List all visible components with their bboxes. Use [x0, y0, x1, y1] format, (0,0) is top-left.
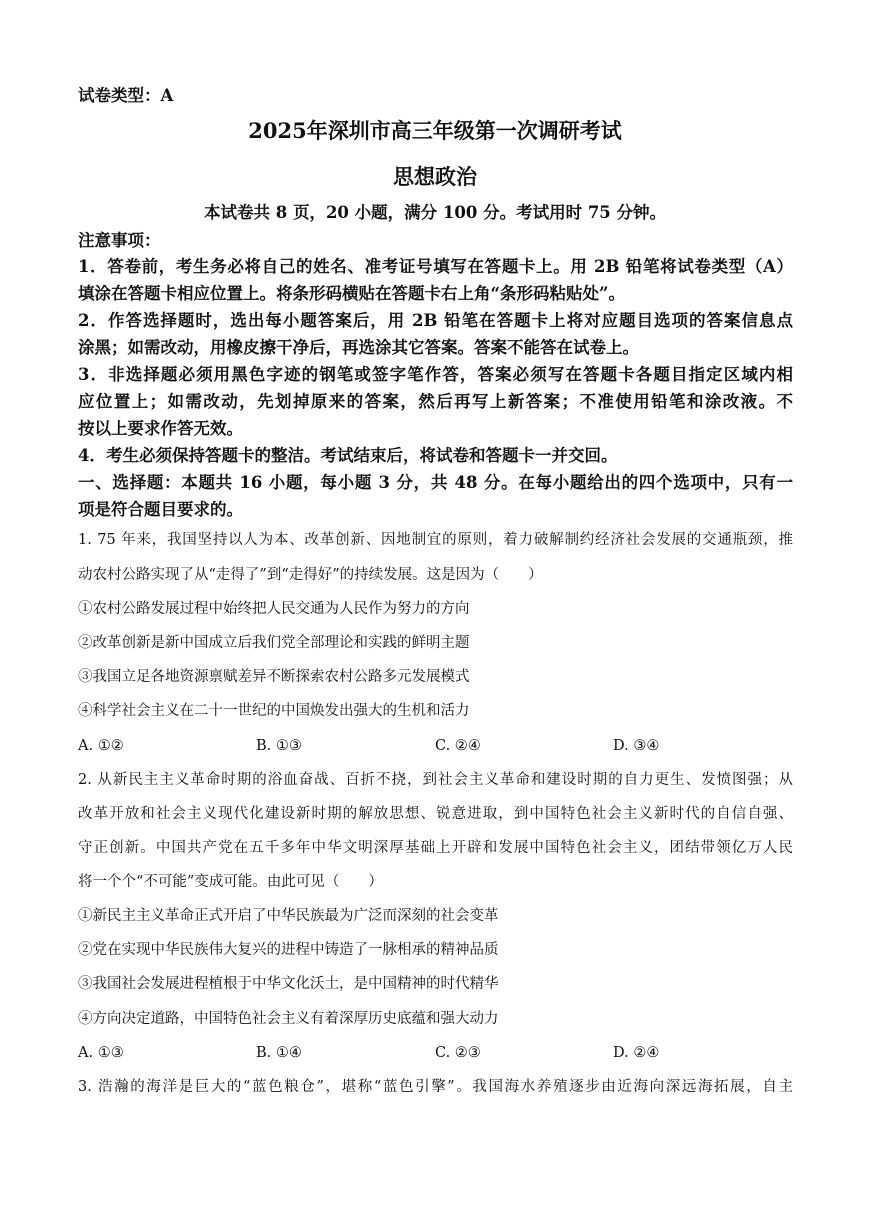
question-1-item: ①农村公路发展过程中始终把人民交通为人民作为努力的方向	[78, 601, 470, 617]
question-2-item: ③我国社会发展进程植根于中华文化沃土，是中国精神的时代精华	[78, 976, 499, 992]
notice-line: 按以上要求作答无效。	[78, 419, 243, 438]
option-b: B. ①④	[256, 1045, 302, 1061]
paper-type: 试卷类型：A	[78, 86, 174, 105]
question-1-item: ③我国立足各地资源禀赋差异不断探索农村公路多元发展模式	[78, 669, 470, 685]
question-2-stem: 2. 从新民主主义革命时期的浴血奋战、百折不挠，到社会主义革命和建设时期的自力更生、发愤图强；从	[78, 772, 793, 788]
question-2-stem: 将一个个“不可能”变成可能。由此可见（ ）	[78, 874, 383, 890]
question-3-stem: 3. 浩瀚的海洋是巨大的“蓝色粮仓”，堪称“蓝色引擎”。我国海水养殖逐步由近海向深远海拓展，自主	[78, 1079, 793, 1095]
option-b: B. ①③	[256, 738, 302, 754]
exam-info: 本试卷共 8 页，20 小题，满分 100 分。考试用时 75 分钟。	[203, 203, 667, 222]
notice-line: 填涂在答题卡相应位置上。将条形码横贴在答题卡右上角“条形码粘贴处”。	[78, 284, 625, 303]
question-1-stem: 动农村公路实现了从“走得了”到“走得好”的持续发展。这是因为（ ）	[78, 567, 543, 583]
question-2-item: ②党在实现中华民族伟大复兴的进程中铸造了一脉相承的精神品质	[78, 942, 499, 958]
option-c: C. ②③	[435, 1045, 481, 1061]
question-2-stem: 改革开放和社会主义现代化建设新时期的解放思想、锐意进取，到中国特色社会主义新时代的自信自强、	[78, 806, 793, 822]
notice-line: 4．考生必须保持答题卡的整洁。考试结束后，将试卷和答题卡一并交回。	[78, 446, 618, 465]
option-d: D. ②④	[613, 1045, 660, 1061]
question-2-item: ④方向决定道路，中国特色社会主义有着深厚历史底蕴和强大动力	[78, 1011, 499, 1027]
option-c: C. ②④	[435, 738, 481, 754]
notice-line: 涂黑；如需改动，用橡皮擦干净后，再选涂其它答案。答案不能答在试卷上。	[78, 338, 639, 357]
option-a: A. ①②	[78, 738, 124, 754]
question-1-stem: 1. 75 年来，我国坚持以人为本、改革创新、因地制宜的原则，着力破解制约经济社会发展的交通瓶颈，推	[78, 532, 793, 548]
question-2-options	[78, 1044, 793, 1062]
question-1-options	[78, 737, 793, 755]
notice-line: 2．作答选择题时，选出每小题答案后，用 2B 铅笔在答题卡上将对应题目选项的答案信息点	[78, 311, 793, 330]
question-1-item: ②改革创新是新中国成立后我们党全部理论和实践的鲜明主题	[78, 635, 470, 651]
notice-heading: 注意事项：	[78, 231, 161, 250]
notice-line: 应位置上；如需改动，先划掉原来的答案，然后再写上新答案；不准使用铅笔和涂改液。不	[78, 392, 793, 411]
option-a: A. ①③	[78, 1045, 124, 1061]
section-heading: 项是符合题目要求的。	[78, 500, 243, 519]
notice-line: 1．答卷前，考生务必将自己的姓名、准考证号填写在答题卡上。用 2B 铅笔将试卷类型（A）	[78, 257, 793, 276]
option-d: D. ③④	[613, 738, 660, 754]
subject-title: 思想政治	[393, 164, 477, 189]
section-heading: 一、选择题：本题共 16 小题，每小题 3 分，共 48 分。在每小题给出的四个选项中，只有一	[78, 473, 793, 492]
exam-title: 2025年深圳市高三年级第一次调研考试	[248, 118, 622, 143]
question-2-stem: 守正创新。中国共产党在五千多年中华文明深厚基础上开辟和发展中国特色社会主义，团结带领亿万人民	[78, 840, 793, 856]
question-2-item: ①新民主主义革命正式开启了中华民族最为广泛而深刻的社会变革	[78, 908, 499, 924]
question-1-item: ④科学社会主义在二十一世纪的中国焕发出强大的生机和活力	[78, 703, 470, 719]
notice-line: 3．非选择题必须用黑色字迹的钢笔或签字笔作答，答案必须写在答题卡各题目指定区域内相	[78, 365, 793, 384]
